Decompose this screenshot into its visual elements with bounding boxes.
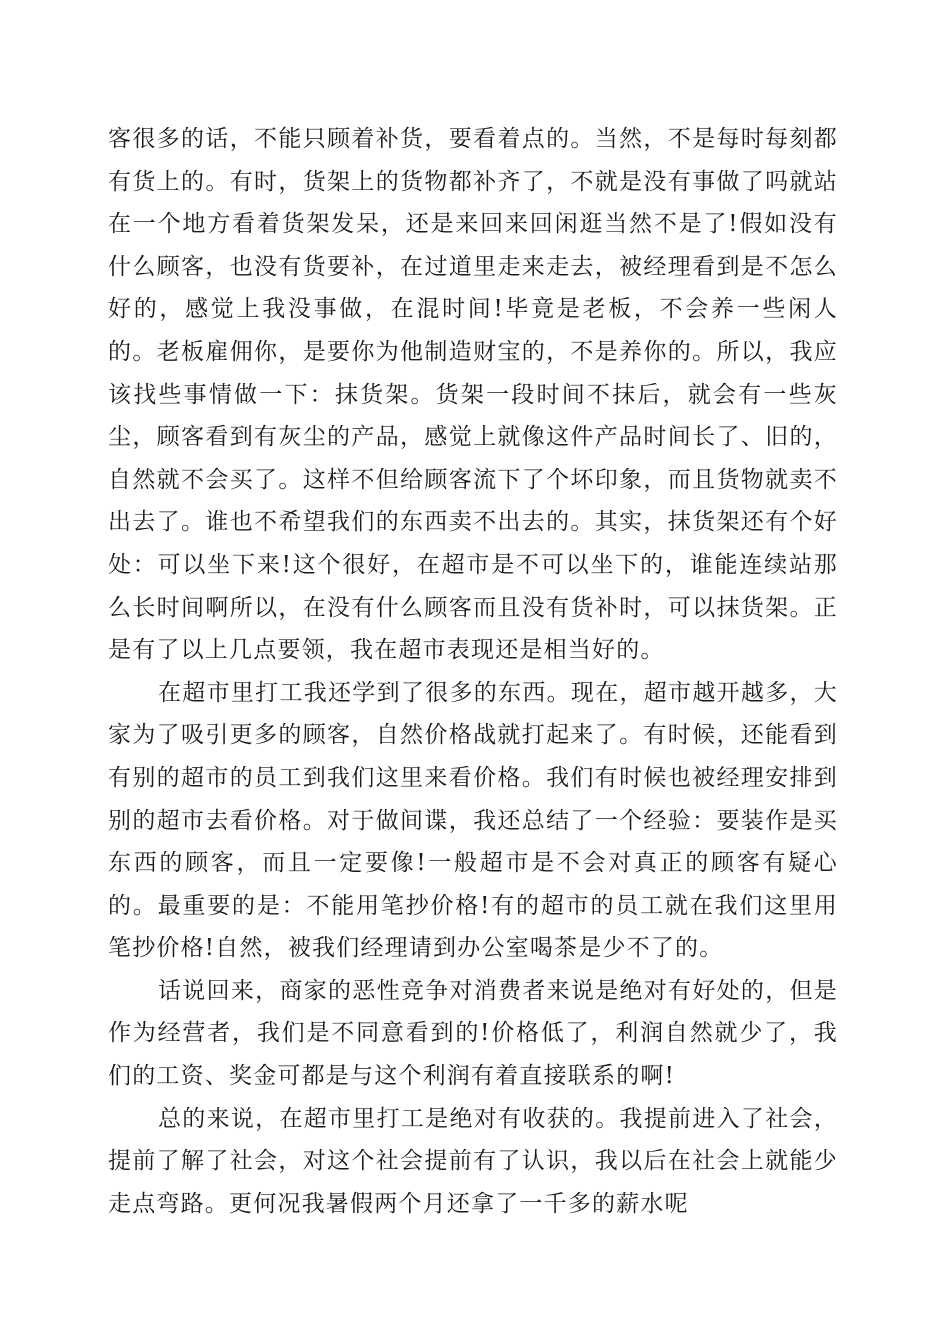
paragraph-price-war: 在超市里打工我还学到了很多的东西。现在，超市越开越多，大家为了吸引更多的顾客，自然价格战就打起来了。有时候，还能看到有别的超市的员工到我们这里来看价格。我们有时候也被经理安排到别的超市去看价格。对于做间谍，我还总结了一个经验：要装作是买东西的顾客，而且一定要像!一般超市是不会对真正的顾客有疑心的。最重要的是：不能用笔抄价格!有的超市的员工就在我们这里用笔抄价格!自然，被我们经理请到办公室喝茶是少不了的。 (108, 679, 838, 962)
paragraph-conclusion: 总的来说，在超市里打工是绝对有收获的。我提前进入了社会，提前了解了社会，对这个社会提前有了认识，我以后在社会上就能少走点弯路。更何况我暑假两个月还拿了一千多的薪水呢 (108, 1105, 838, 1217)
paragraph-continued: 客很多的话，不能只顾着补货，要看着点的。当然，不是每时每刻都有货上的。有时，货架上的货物都补齐了，不就是没有事做了吗就站在一个地方看着货架发呆，还是来回来回闲逛当然不是了!假如没有什么顾客，也没有货要补，在过道里走来走去，被经理看到是不怎么好的，感觉上我没事做，在混时间!毕竟是老板，不会养一些闲人的。老板雇佣你，是要你为他制造财宝的，不是养你的。所以，我应该找些事情做一下：抹货架。货架一段时间不抹后，就会有一些灰尘，顾客看到有灰尘的产品，感觉上就像这件产品时间长了、旧的，自然就不会买了。这样不但给顾客流下了个坏印象，而且货物就卖不出去了。谁也不希望我们的东西卖不出去的。其实，抹货架还有个好处：可以坐下来!这个很好，在超市是不可以坐下的，谁能连续站那么长时间啊所以，在没有什么顾客而且没有货补时，可以抹货架。正是有了以上几点要领，我在超市表现还是相当好的。 (108, 126, 838, 664)
paragraph-competition: 话说回来，商家的恶性竞争对消费者来说是绝对有好处的，但是作为经营者，我们是不同意看到的!价格低了，利润自然就少了，我们的工资、奖金可都是与这个利润有着直接联系的啊! (108, 977, 838, 1090)
document-page (108, 118, 838, 1225)
